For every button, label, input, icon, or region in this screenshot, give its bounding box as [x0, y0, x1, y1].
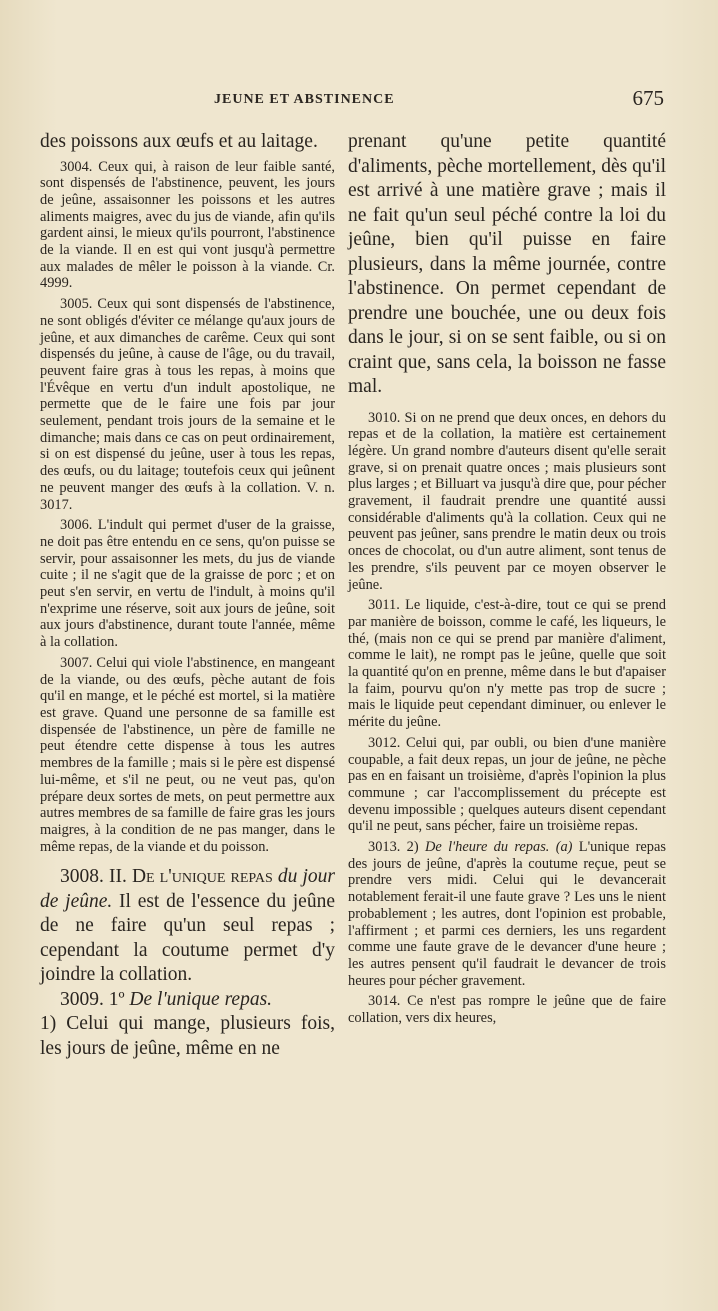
paragraph-3012: 3012. Celui qui, par oubli, ou bien d'une manière coupable, a fait deux repas, un jour de jeûne, ne pèche pas en en faisant un troisième, d'après l'opinion la plus commune ; car l'accomplissement du précepte est devenu impossible ; quelques auteurs disent cependant qu'il ne peut, sans pécher, faire un troisième repas.	[348, 734, 666, 835]
section-number: 3008. II.	[60, 866, 127, 888]
paragraph: des poissons aux œufs et au laitage.	[40, 131, 318, 152]
paragraph: prenant qu'une petite quantité d'aliments, pèche mortellement, dès qu'il est arrivé à une matière grave ; mais il ne fait qu'un seul péché contre la loi du jeûne, bien qu'il puisse en faire plusieurs, dans la même journée, contre l'abstinence. On permet cependant de prendre une bouchée, une ou deux fois dans le jour, si on se sent faible, ou si on craint que, sans cela, la boisson ne fasse mal.	[348, 131, 666, 397]
paragraph-3005: 3005. Ceux qui sont dispensés de l'abstinence, ne sont obligés d'éviter ce mélange qu'aux jours de jeûne, et aux dimanches de carême. Ceux qui sont dispensés du jeûne, à cause de l'âge, ou du travail, peuvent faire gras à tous les repas, à moins que l'Évêque en vertu d'un indult apostolique, ne permette que de le faire une fois par jour seulement, pendant trois jours de la semaine et le dimanche; mais dans ce cas on peut ordinairement, si on est dispensé du jeûne, user à tous les repas, des œufs, ou du laitage; toutefois ceux qui jeûnent ne peuvent manger des œufs à la collation. V. n. 3017.	[40, 296, 335, 513]
section-heading: De l'unique repas	[131, 866, 273, 888]
paragraph-3014: 3014. Ce n'est pas rompre le jeûne que de faire collation, vers dix heures,	[348, 993, 666, 1027]
section-heading-italic: du jour de jeûne.	[40, 866, 336, 912]
section-3008	[40, 865, 335, 988]
paragraph-3004: 3004. Ceux qui, à raison de leur faible santé, sont dispensés de l'abstinence, peuvent, les jours de jeûne, assaisonner les poissons et les autres aliments maigres, avec du jus de viande, afin qu'ils gardent ainsi, le mieux qu'ils pourront, l'abstinence de la viande. Il en est qui vont jusqu'à permettre aux malades de mêler le poisson à la viande. Cr. 4999.	[40, 158, 335, 292]
section-number: 3013. 2)	[368, 839, 419, 856]
section-heading-italic: De l'unique repas.	[129, 988, 273, 1010]
paragraph-3011: 3011. Le liquide, c'est-à-dire, tout ce qui se prend par manière de boisson, comme le café, les liqueurs, le thé, (mais non ce qui se prend par manière d'aliment, comme le lait), ne rompt pas le jeûne, quelle que soit la quantité qu'on en prenne, même dans le but d'apaiser la faim, pourvu qu'on n'y mette pas trop de sucre ; mais le liquide peut cependant diminuer, ou enlever le mérite du jeûne.	[348, 597, 666, 731]
section-heading-italic: De l'heure du repas. (a)	[424, 839, 573, 856]
section-text: 1) Celui qui mange, plusieurs fois, les jours de jeûne, même en ne	[40, 1013, 335, 1059]
right-column	[348, 130, 666, 1027]
paragraph-3006: 3006. L'indult qui permet d'user de la graisse, ne doit pas être entendu en ce sens, qu'on puisse se servir, pour assaisonner les mets, du jus de viande cuite ; il ne s'agit que de la graisse de porc ; et on peut s'en servir, en vertu de l'indult, à moins qu'il n'exprime une réserve, soit aux jours de jeûne, soit aux jours d'abstinence, durant toute l'année, même à la collation.	[40, 517, 335, 651]
section-text: L'unique repas des jours de jeûne, d'après la coutume reçue, peut se prendre vers midi. Celui qui le devancerait notablement ferait-il une faute grave ? Les uns le nient probablement ; les autres, dont l'opinion est probable, l'affirment ; et parmi ces derniers, les uns regardent comme une faute grave de le devancer d'une heure ; les autres pensent qu'il faudrait le devancer de trois heures pour pécher gravement.	[348, 839, 666, 989]
running-title: JEUNE ET ABSTINENCE	[214, 92, 395, 107]
page-number: 675	[632, 86, 664, 110]
section-3009	[40, 988, 335, 1062]
paragraph-3007: 3007. Celui qui viole l'abstinence, en mangeant de la viande, ou des œufs, pèche autant de fois qu'il en mange, et le péché est mortel, si la matière est grave. Quand une personne de sa famille est dispensée de l'abstinence, un père de famille ne peut étendre cette dispense à tous les autres membres de la famille ; mais si le père est dispensé lui-même, et s'il ne peut, ou ne veut pas, qu'on prépare deux sortes de mets, on peut permettre aux autres membres de sa famille de faire gras les jours maigres, à la condition de ne pas manger, dans le même repas, de la viande et du poisson.	[40, 654, 335, 855]
section-number: 3009. 1º	[60, 988, 125, 1010]
section-text: Il est de l'essence du jeûne de ne faire qu'un seul repas ; cependant la coutume permet d'y joindre la collation.	[40, 890, 335, 986]
paragraph-3013	[348, 839, 666, 989]
left-column	[40, 130, 335, 1061]
page-header	[38, 86, 678, 116]
paragraph-3010: 3010. Si on ne prend que deux onces, en dehors du repas et de la collation, la matière est certainement légère. Un grand nombre d'auteurs disent qu'elle serait grave, si on prenait quatre onces ; mais plusieurs sont plus larges ; et Billuart va jusqu'à dire que, pour pécher gravement, il faudrait prendre une quantité aussi considérable d'aliments qu'à la collation. Ceux qui ne peuvent pas jeûner, sans prendre le matin deux ou trois onces de chocolat, ou d'un autre aliment, sont tenus de les prendre, s'ils peuvent par ce moyen observer le jeûne.	[348, 409, 666, 593]
